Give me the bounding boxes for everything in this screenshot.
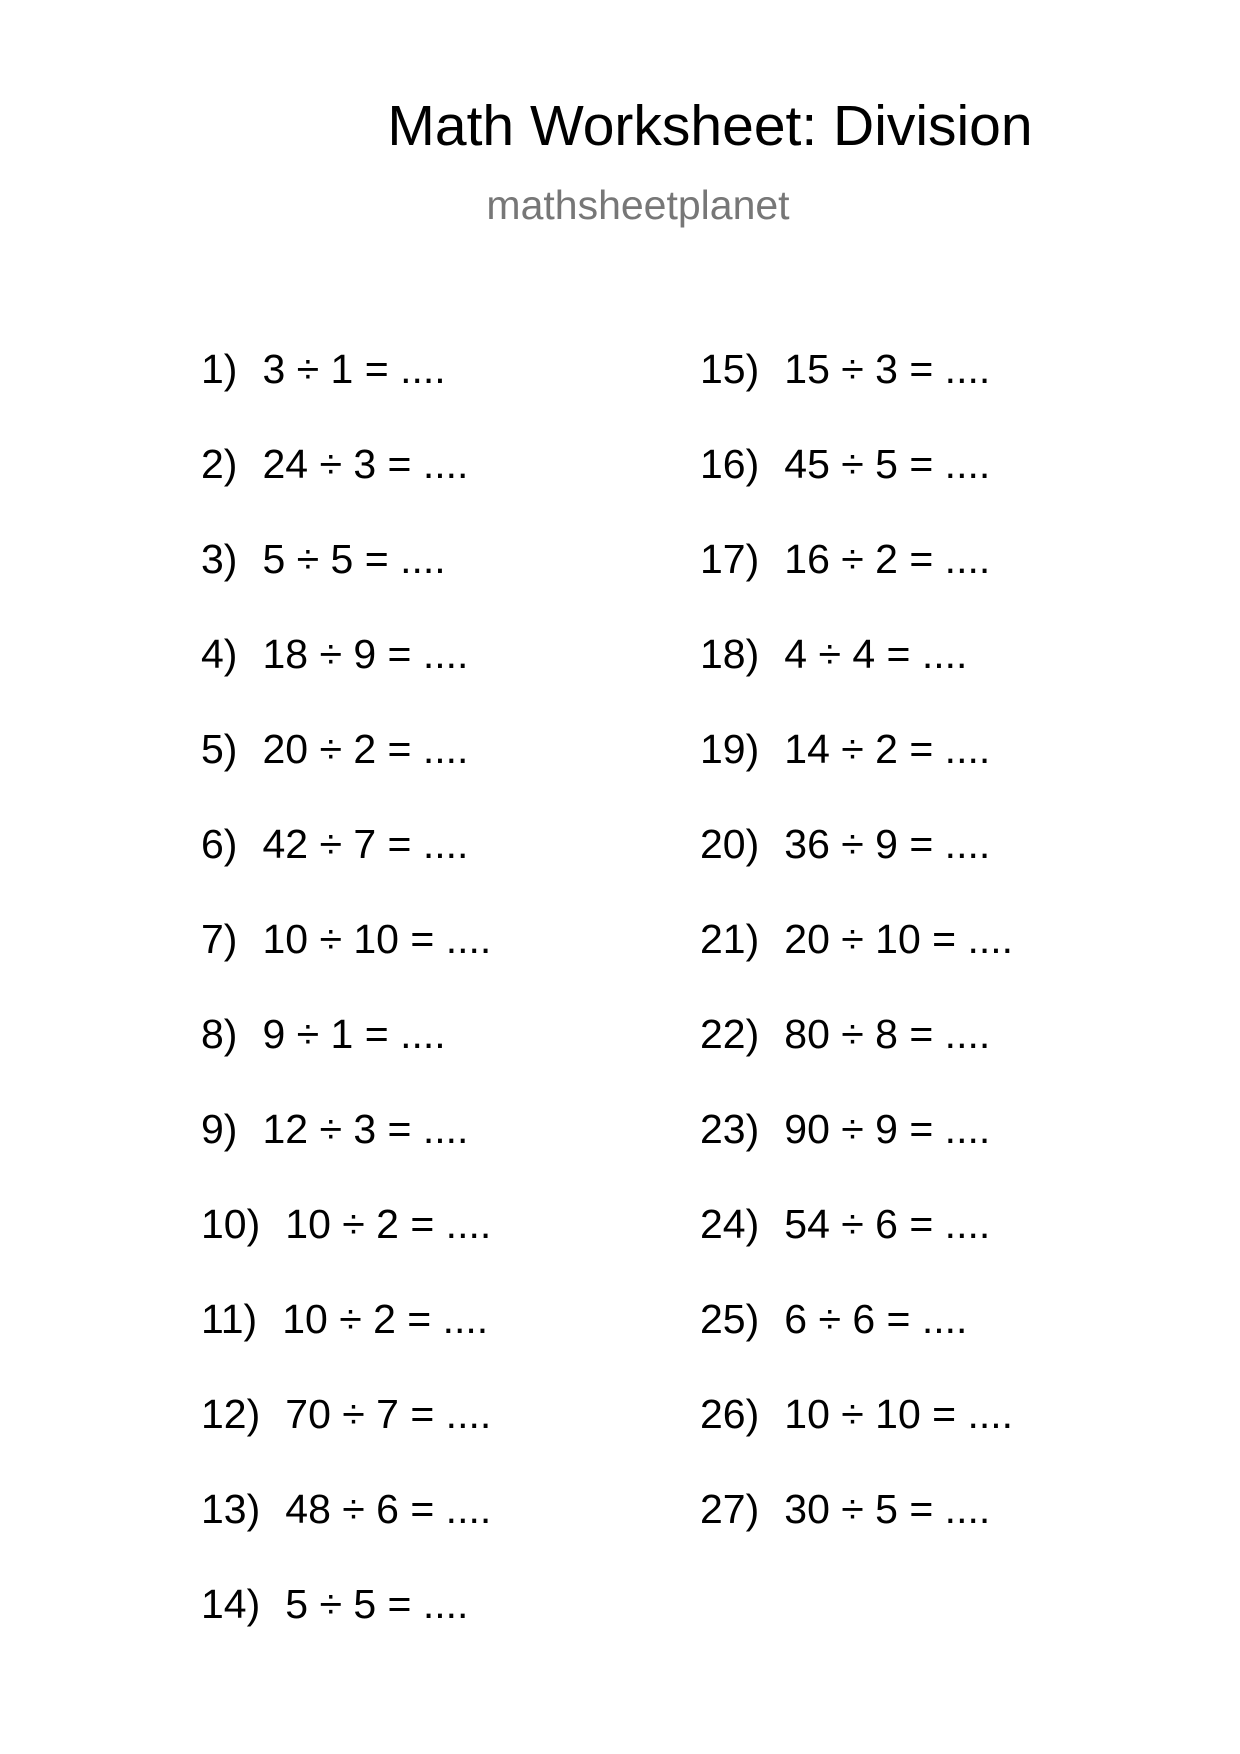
- problem-number: 20): [700, 821, 760, 867]
- problem-number: 19): [700, 726, 760, 772]
- problem-number: 6): [201, 821, 238, 867]
- problem-expression: 48 ÷ 6 = ....: [285, 1486, 492, 1532]
- problem-expression: 20 ÷ 2 = ....: [262, 726, 469, 772]
- problem-number: 16): [700, 441, 760, 487]
- problem-item: [201, 1011, 491, 1109]
- problem-number: 7): [201, 916, 238, 962]
- problem-expression: 15 ÷ 3 = ....: [784, 346, 991, 392]
- problem-number: 8): [201, 1011, 238, 1057]
- problem-item: [201, 1201, 492, 1299]
- problem-item: [201, 346, 491, 444]
- problem-number: 25): [700, 1296, 760, 1342]
- problem-number: 2): [201, 441, 238, 487]
- problem-item: [201, 536, 491, 634]
- problem-item: [700, 1011, 1013, 1109]
- problem-number: 24): [700, 1201, 760, 1247]
- problem-number: 17): [700, 536, 760, 582]
- problem-expression: 45 ÷ 5 = ....: [784, 441, 991, 487]
- problem-item: [201, 631, 491, 729]
- problem-number: 23): [700, 1106, 760, 1152]
- worksheet-subtitle: mathsheetplanet: [486, 182, 790, 228]
- problem-item: [700, 346, 1013, 444]
- problem-number: 26): [700, 1391, 760, 1437]
- problem-item: [201, 441, 491, 539]
- problem-expression: 10 ÷ 2 = ....: [282, 1296, 489, 1342]
- problem-number: 10): [201, 1201, 261, 1247]
- problem-number: 12): [201, 1391, 261, 1437]
- problem-expression: 80 ÷ 8 = ....: [784, 1011, 991, 1057]
- problem-item: [201, 1106, 491, 1204]
- problem-number: 5): [201, 726, 238, 772]
- problem-number: 21): [700, 916, 760, 962]
- problem-number: 27): [700, 1486, 760, 1532]
- problem-expression: 5 ÷ 5 = ....: [285, 1581, 469, 1627]
- problem-item: [700, 536, 1013, 634]
- problem-expression: 16 ÷ 2 = ....: [784, 536, 991, 582]
- problem-item: [700, 916, 1014, 1014]
- problem-expression: 14 ÷ 2 = ....: [784, 726, 991, 772]
- problem-item: [201, 1581, 491, 1679]
- problem-list-left: [201, 346, 492, 1679]
- problem-expression: 20 ÷ 10 = ....: [784, 916, 1014, 962]
- problem-number: 11): [201, 1296, 258, 1342]
- problem-item: [700, 1106, 1013, 1204]
- problem-item: [700, 1296, 1013, 1394]
- problem-number: 18): [700, 631, 760, 677]
- problem-list-right: [700, 346, 1014, 1584]
- problem-number: 14): [201, 1581, 261, 1627]
- problem-item: [700, 1391, 1014, 1489]
- problem-number: 13): [201, 1486, 261, 1532]
- problem-expression: 18 ÷ 9 = ....: [262, 631, 469, 677]
- problem-expression: 6 ÷ 6 = ....: [784, 1296, 968, 1342]
- problem-item: [201, 1296, 491, 1394]
- problem-expression: 3 ÷ 1 = ....: [262, 346, 446, 392]
- problem-number: 9): [201, 1106, 238, 1152]
- problem-item: [201, 726, 491, 824]
- problem-expression: 54 ÷ 6 = ....: [784, 1201, 991, 1247]
- problem-expression: 5 ÷ 5 = ....: [262, 536, 446, 582]
- problem-expression: 10 ÷ 2 = ....: [285, 1201, 492, 1247]
- problem-number: 4): [201, 631, 238, 677]
- problem-expression: 4 ÷ 4 = ....: [784, 631, 968, 677]
- problem-item: [700, 441, 1013, 539]
- worksheet-title: Math Worksheet: Division: [387, 94, 1033, 158]
- problem-item: [700, 631, 1013, 729]
- problem-expression: 10 ÷ 10 = ....: [784, 1391, 1014, 1437]
- problem-item: [700, 821, 1013, 919]
- problem-item: [201, 1391, 492, 1489]
- problem-expression: 42 ÷ 7 = ....: [262, 821, 469, 867]
- problem-number: 15): [700, 346, 760, 392]
- problem-expression: 36 ÷ 9 = ....: [784, 821, 991, 867]
- problem-expression: 12 ÷ 3 = ....: [262, 1106, 469, 1152]
- problem-number: 3): [201, 536, 238, 582]
- problem-expression: 24 ÷ 3 = ....: [262, 441, 469, 487]
- problem-item: [201, 916, 492, 1014]
- problem-expression: 10 ÷ 10 = ....: [262, 916, 492, 962]
- problem-item: [201, 821, 491, 919]
- problem-expression: 9 ÷ 1 = ....: [262, 1011, 446, 1057]
- problem-item: [700, 1201, 1013, 1299]
- problem-number: 22): [700, 1011, 760, 1057]
- problem-item: [700, 1486, 1013, 1584]
- problem-expression: 70 ÷ 7 = ....: [285, 1391, 492, 1437]
- problem-number: 1): [201, 346, 238, 392]
- problem-item: [700, 726, 1013, 824]
- problem-expression: 90 ÷ 9 = ....: [784, 1106, 991, 1152]
- problem-item: [201, 1486, 492, 1584]
- problem-expression: 30 ÷ 5 = ....: [784, 1486, 991, 1532]
